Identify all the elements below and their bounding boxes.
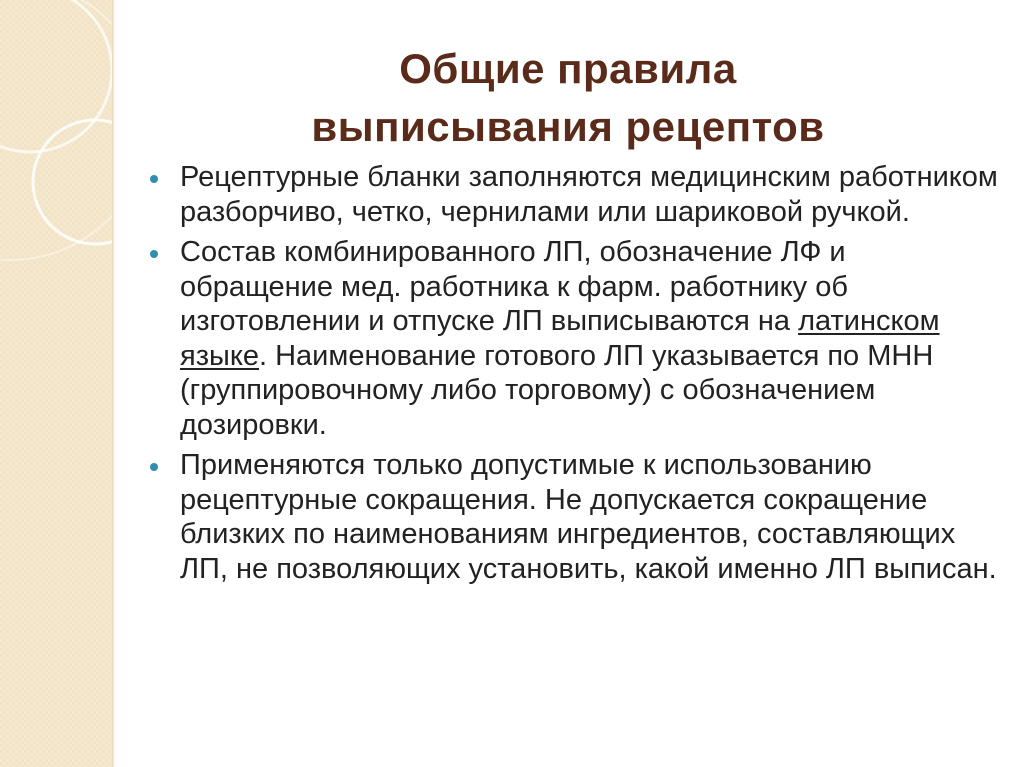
bullet-text: Применяются только допустимые к использованию рецептурные сокращения. Не допускается сокращение близких по наименованиям ингредиентов, составляющих ЛП, не позволяющих установить, какой именно ЛП выписан. xyxy=(180,449,997,585)
bullet-text-before: Состав комбинированного ЛП, обозначение ЛФ и обращение мед. работника к фарм. работнику об изготовлении и отпуске ЛП выписываются на xyxy=(180,236,848,337)
decorative-circles xyxy=(0,0,112,767)
slide-content xyxy=(112,0,1024,767)
bullet-text: Рецептурные бланки заполняются медицинским работником разборчиво, четко, чернилами или шариковой ручкой. xyxy=(180,161,998,228)
bullet-text-after: . Наименование готового ЛП указывается по МНН (группировочному либо торговому) с обозначением дозировки. xyxy=(180,339,934,441)
bullet-item-2 xyxy=(150,235,1000,442)
bullet-item-1 xyxy=(150,160,1000,229)
underlined-phrase: латинском языке xyxy=(180,305,940,372)
slide-title-line-2: выписывания рецептов xyxy=(311,103,825,150)
decorative-side-band xyxy=(0,0,112,767)
bullet-list xyxy=(150,160,1000,592)
bullet-dot-icon xyxy=(150,463,158,471)
decorative-circle-outer xyxy=(0,0,112,260)
bullet-dot-icon xyxy=(150,250,158,258)
decorative-circle-large xyxy=(0,0,112,152)
bullet-item-3 xyxy=(150,448,1000,586)
slide-title xyxy=(112,40,1024,156)
bullet-dot-icon xyxy=(150,175,158,183)
slide-title-line-1: Общие правила xyxy=(399,45,737,92)
